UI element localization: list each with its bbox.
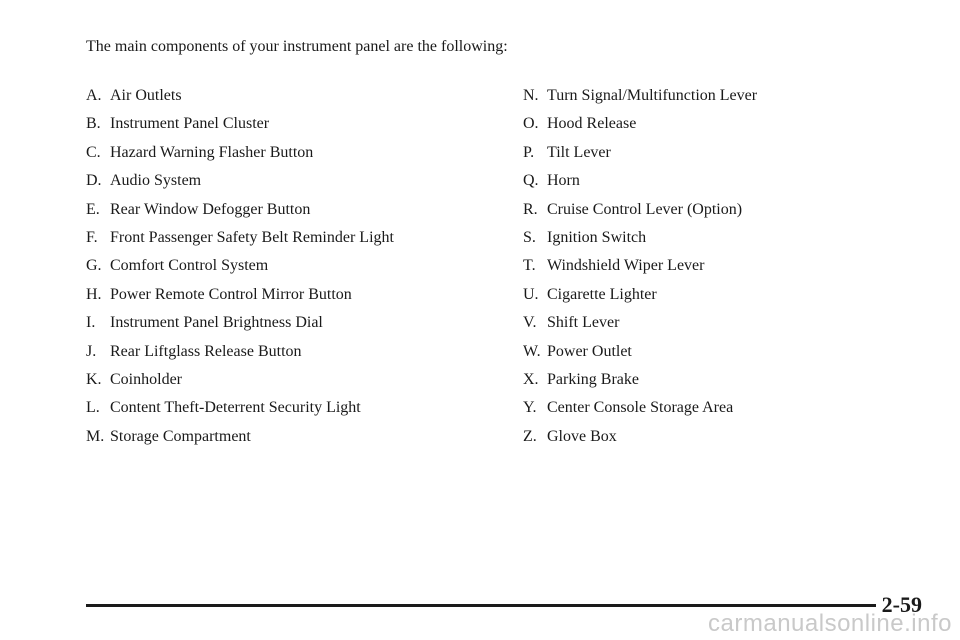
list-item [86,141,394,169]
item-label: Instrument Panel Brightness Dial [110,314,323,332]
list-item [86,169,394,197]
item-letter: Q. [523,172,539,190]
item-label: Power Remote Control Mirror Button [110,285,352,303]
item-letter: E. [86,200,100,218]
list-item [523,141,757,169]
watermark: carmanualsonline.info [708,610,952,637]
item-label: Hood Release [547,115,637,133]
list-item [86,254,394,282]
item-letter: O. [523,115,539,133]
item-letter: D. [86,172,102,190]
list-item [523,169,757,197]
item-letter: N. [523,87,539,104]
item-label: Parking Brake [547,370,639,388]
components-list-left [86,84,394,453]
list-item [523,396,757,424]
list-item [523,283,757,311]
item-label: Tilt Lever [547,143,611,161]
list-item [86,283,394,311]
list-item [86,340,394,368]
item-letter: Z. [523,427,537,445]
item-label: Rear Window Defogger Button [110,200,311,218]
list-item [86,226,394,254]
item-label: Windshield Wiper Lever [547,257,705,275]
item-label: Glove Box [547,427,617,445]
item-label: Power Outlet [547,342,632,360]
list-item [523,198,757,226]
item-letter: S. [523,228,536,246]
item-label: Ignition Switch [547,228,647,246]
item-label: Center Console Storage Area [547,399,734,417]
item-label: Shift Lever [547,314,620,332]
item-letter: C. [86,143,101,161]
item-label: Content Theft-Deterrent Security Light [110,399,361,417]
item-label: Turn Signal/Multifunction Lever [547,87,758,104]
item-label: Cigarette Lighter [547,285,657,303]
list-item [86,84,394,112]
item-letter: V. [523,314,537,332]
list-item [523,368,757,396]
item-letter: Y. [523,399,537,417]
item-label: Air Outlets [110,87,182,104]
list-item [86,396,394,424]
item-label: Storage Compartment [110,427,251,445]
list-item [523,425,757,453]
item-letter: T. [523,257,536,275]
list-item [523,311,757,339]
item-label: Audio System [110,172,202,190]
item-label: Comfort Control System [110,257,269,275]
list-item [523,112,757,140]
item-label: Rear Liftglass Release Button [110,342,302,360]
list-item [86,112,394,140]
intro-text: The main components of your instrument panel are the following: [86,38,508,55]
list-item [86,198,394,226]
item-letter: I. [86,314,96,332]
item-label: Instrument Panel Cluster [110,115,270,133]
item-letter: K. [86,370,102,388]
item-letter: A. [86,87,102,104]
item-letter: W. [523,342,541,360]
item-letter: P. [523,143,535,161]
item-letter: R. [523,200,538,218]
item-label: Horn [547,172,580,190]
item-label: Coinholder [110,370,182,388]
item-letter: H. [86,285,102,303]
item-letter: U. [523,285,539,303]
footer-rule [86,604,876,607]
item-letter: J. [86,342,97,360]
components-list-right [523,84,757,453]
list-item [523,226,757,254]
list-item [523,340,757,368]
list-item [86,425,394,453]
item-letter: L. [86,399,100,417]
page-number: 2-59 [881,592,922,617]
item-letter: X. [523,370,539,388]
item-letter: F. [86,228,98,246]
item-label: Front Passenger Safety Belt Reminder Light [110,228,394,246]
list-item [523,84,757,112]
item-label: Cruise Control Lever (Option) [547,200,743,218]
list-item [86,368,394,396]
item-letter: G. [86,257,102,275]
list-item [86,311,394,339]
item-label: Hazard Warning Flasher Button [110,143,314,161]
item-letter: B. [86,115,101,133]
list-item [523,254,757,282]
item-letter: M. [86,427,105,445]
